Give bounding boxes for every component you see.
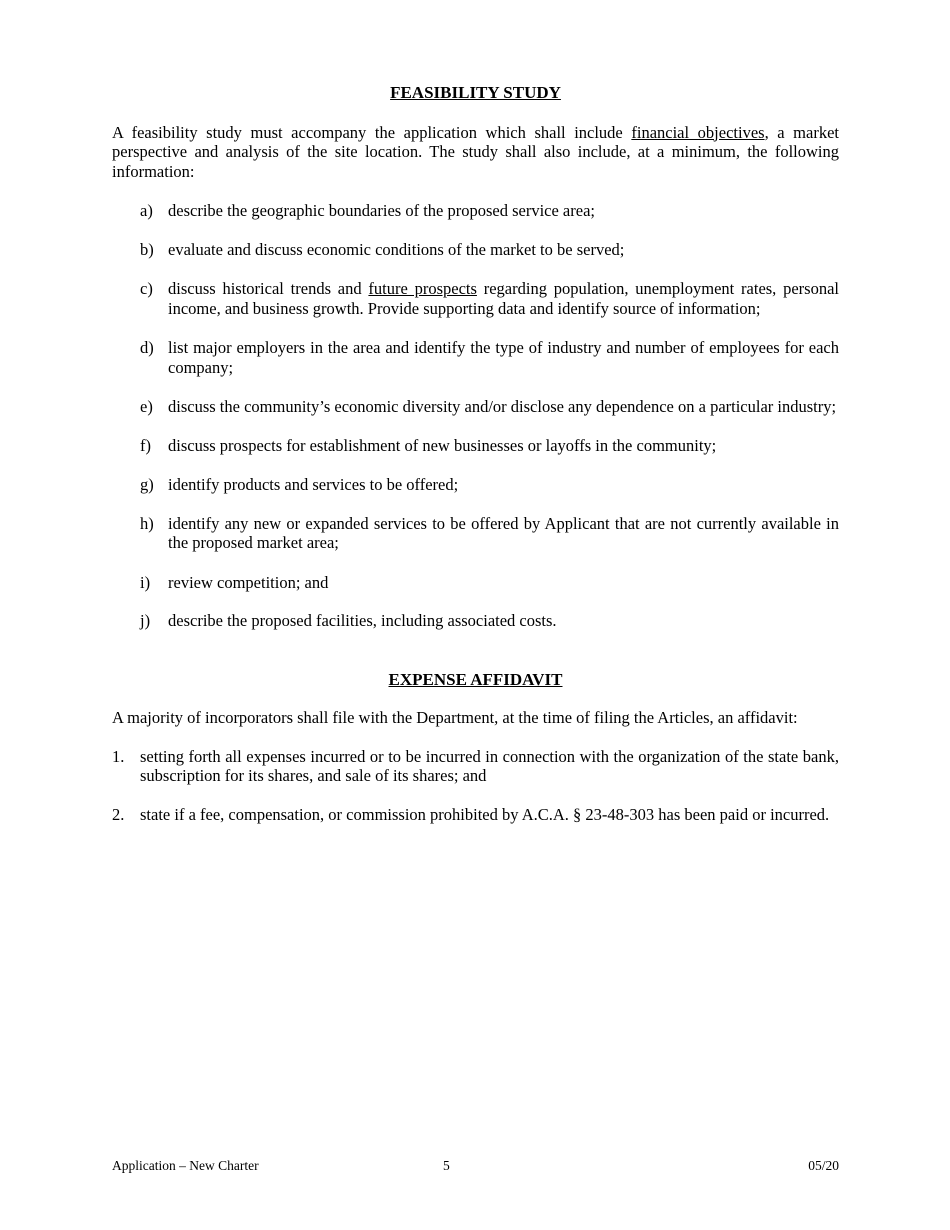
list-item-text: discuss prospects for establishment of new businesses or layoffs in the community; — [168, 435, 717, 455]
feasibility-requirements-list — [112, 201, 839, 631]
financial-objectives-link: financial objectives — [631, 122, 765, 142]
list-item-text: identify any new or expanded services to be offered by Applicant that are not currently available in the proposed market area; — [168, 513, 839, 552]
list-item — [112, 397, 839, 417]
list-marker: j) — [140, 611, 151, 630]
list-marker: b) — [140, 239, 154, 259]
expense-requirements-list — [112, 747, 839, 825]
list-item — [112, 475, 839, 495]
list-item — [112, 747, 839, 786]
footer-revision-date: 05/20 — [808, 1158, 839, 1173]
list-item — [112, 573, 839, 593]
page-footer — [112, 1158, 839, 1176]
list-item — [112, 240, 839, 260]
list-item-text: describe the geographic boundaries of the proposed service area; — [168, 201, 595, 220]
list-marker: 1. — [112, 746, 125, 766]
list-item-text: review competition; and — [168, 572, 329, 592]
list-item-text: discuss historical trends and future prospects regarding population, unemployment rates, personal income, and business growth. Provide supporting data and identify source of information; — [168, 279, 840, 318]
list-item — [112, 611, 839, 631]
list-item-text: state if a fee, compensation, or commission prohibited by A.C.A. § 23-48-303 has been paid or incurred. — [140, 804, 830, 824]
future-prospects-link: future prospects — [368, 279, 477, 298]
list-item-text: identify products and services to be offered; — [168, 475, 459, 494]
list-item — [112, 279, 839, 318]
list-marker: a) — [140, 201, 153, 220]
footer-document-name: Application – New Charter — [112, 1158, 259, 1173]
list-marker: h) — [140, 513, 154, 533]
feasibility-intro-text-2: , a market perspective and analysis of the site location. The study shall also include, at a minimum, the following information: — [112, 122, 839, 181]
expense-intro: A majority of incorporators shall file with the Department, at the time of filing the Articles, an affidavit: — [112, 708, 798, 727]
list-item — [112, 436, 839, 456]
list-item — [112, 805, 839, 825]
list-marker: 2. — [112, 804, 125, 824]
list-marker: d) — [140, 338, 154, 357]
list-item-text: evaluate and discuss economic conditions of the market to be served; — [168, 239, 625, 259]
list-marker: i) — [140, 572, 151, 592]
footer-page-number: 5 — [443, 1158, 450, 1173]
list-item — [112, 338, 839, 377]
list-marker: e) — [140, 397, 153, 416]
list-item-text: describe the proposed facilities, including associated costs. — [168, 611, 557, 630]
list-item — [112, 201, 839, 221]
expense-affidavit-heading: EXPENSE AFFIDAVIT — [388, 669, 563, 689]
list-item-text: setting forth all expenses incurred or to be incurred in connection with the organization of the state bank, subscription for its shares, and sale of its shares; and — [140, 746, 839, 785]
list-item-text: list major employers in the area and identify the type of industry and number of employees for each company; — [168, 338, 839, 377]
list-item-text: discuss the community’s economic diversity and/or disclose any dependence on a particular industry; — [168, 397, 837, 416]
list-marker: g) — [140, 475, 154, 494]
feasibility-study-heading: FEASIBILITY STUDY — [390, 83, 561, 102]
feasibility-intro — [112, 123, 839, 182]
list-item — [112, 514, 839, 553]
list-marker: f) — [140, 435, 151, 455]
document-page — [112, 83, 839, 824]
list-marker: c) — [140, 279, 153, 298]
feasibility-intro-text-1: A feasibility study must accompany the application which shall include — [112, 122, 632, 142]
